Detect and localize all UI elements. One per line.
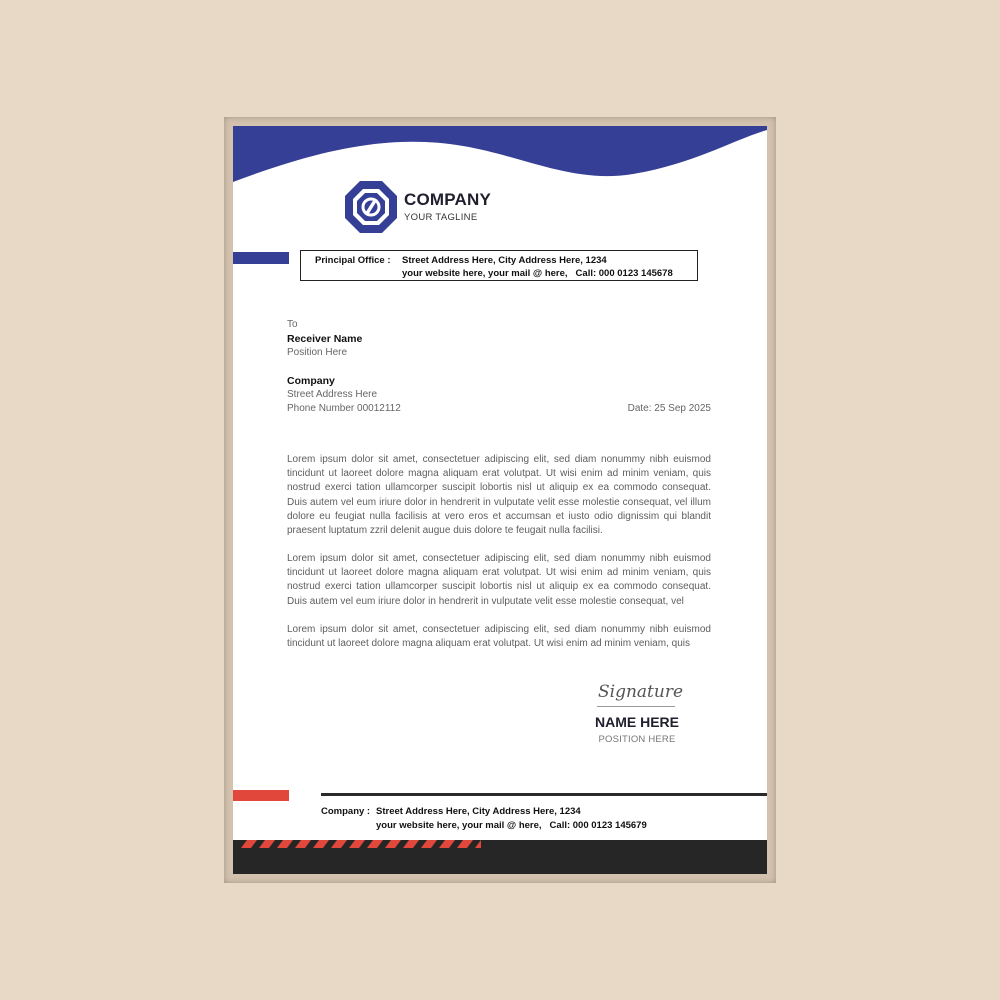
principal-office-box xyxy=(300,250,698,281)
header-wave xyxy=(233,126,767,186)
company-tagline: YOUR TAGLINE xyxy=(404,212,478,223)
office-phone: Call: 000 0123 145678 xyxy=(575,268,673,279)
recipient-company-address: Street Address Here xyxy=(287,389,378,400)
recipient-block xyxy=(287,318,362,360)
letterhead-page xyxy=(233,126,767,874)
body-paragraph: Lorem ipsum dolor sit amet, consectetuer adipiscing elit, sed diam nonummy nibh euismod tincidunt ut laoreet dolore magna aliquam erat volutpat. Ut wisi enim ad minim veniam, quis nostrud exerci tation ullamcorper suscipit lobortis nisl ut aliquip ex ea commodo consequat. Duis autem vel eum iriure dolor in hendrerit in vulputate velit esse molestie consequat, vel xyxy=(287,553,711,607)
to-label: To xyxy=(287,319,298,330)
office-label: Principal Office : xyxy=(315,255,391,266)
recipient-company-block xyxy=(287,374,401,416)
signer-position: POSITION HERE xyxy=(598,734,676,745)
company-name: COMPANY xyxy=(404,190,492,209)
footer-address: Street Address Here, City Address Here, 1234 xyxy=(376,806,581,817)
office-web-mail: your website here, your mail @ here, xyxy=(402,268,568,279)
body-paragraph: Lorem ipsum dolor sit amet, consectetuer adipiscing elit, sed diam nonummy nibh euismod tincidunt ut laoreet dolore magna aliquam erat volutpat. Ut wisi enim ad minim veniam, quis nostrud exerci tation ullamcorper suscipit lobortis nisl ut aliquip ex ea commodo consequat. Duis autem vel eum iriure dolor in hendrerit in vulputate velit esse molestie consequat, vel illum dolore eu feugiat nulla facilisis at vero eros et accumsan et iusto odio dignissim qui blandit praesent luptatum zzril delenit augue duis dolore te feugait nulla facilisi. xyxy=(287,454,711,537)
accent-bar-red xyxy=(233,790,289,801)
footer-contact-line xyxy=(376,820,655,831)
recipient-company-name: Company xyxy=(287,375,335,387)
recipient-company-phone: Phone Number 00012112 xyxy=(287,403,401,414)
body-paragraph: Lorem ipsum dolor sit amet, consectetuer adipiscing elit, sed diam nonummy nibh euismod tincidunt ut laoreet dolore magna aliquam erat volutpat. Ut wisi enim ad minim veniam, quis xyxy=(287,624,711,650)
footer-phone: Call: 000 0123 145679 xyxy=(549,820,647,831)
footer-rule xyxy=(321,793,767,796)
footer-stripes xyxy=(241,840,481,848)
signer-name: NAME HERE xyxy=(594,714,679,730)
accent-bar-blue xyxy=(233,252,289,264)
signature-line xyxy=(597,706,675,707)
footer-label: Company : xyxy=(321,806,371,817)
office-contact xyxy=(402,268,681,279)
receiver-position: Position Here xyxy=(287,347,348,358)
office-address: Street Address Here, City Address Here, 1234 xyxy=(402,255,607,266)
receiver-name: Receiver Name xyxy=(287,333,363,345)
letter-date: Date: 25 Sep 2025 xyxy=(627,403,711,414)
footer-web-mail: your website here, your mail @ here, xyxy=(376,820,542,831)
signature-script: Signature xyxy=(598,682,684,702)
octagon-logo-icon xyxy=(344,180,398,234)
